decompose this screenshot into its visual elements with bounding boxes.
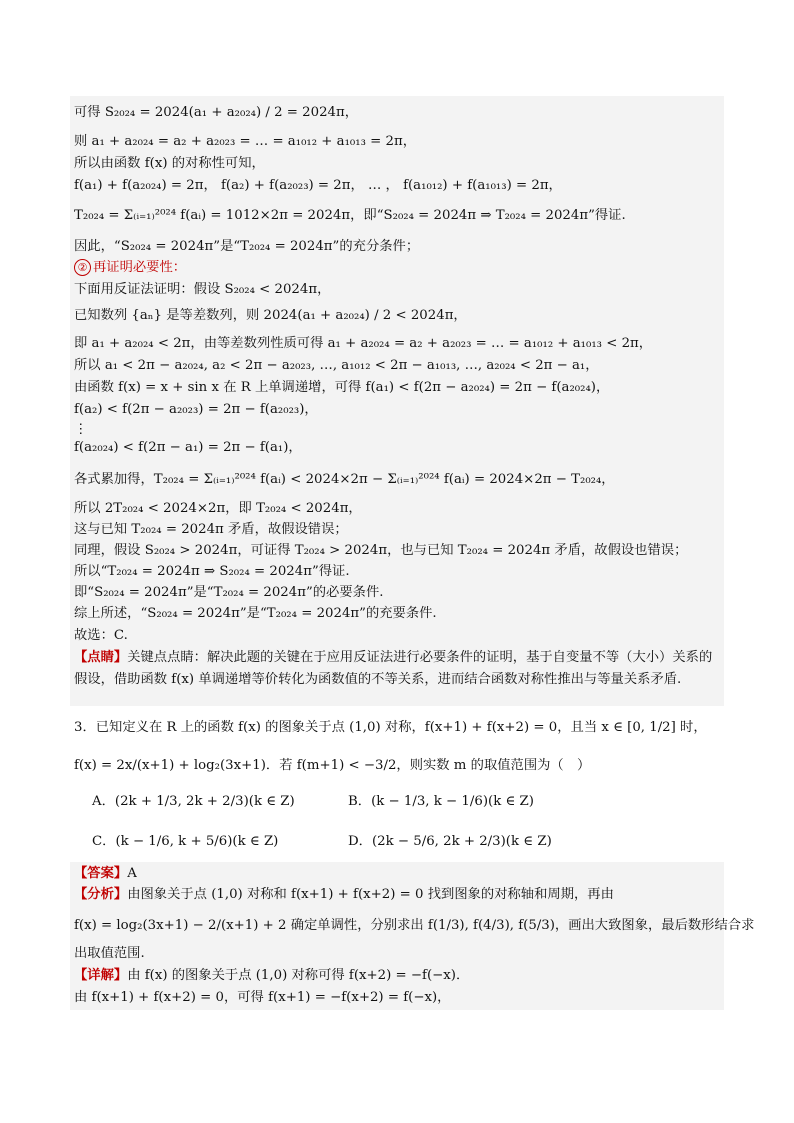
text-line: 即 a₁ + a₂₀₂₄ < 2π，由等差数列性质可得 a₁ + a₂₀₂₄ = a₂ + a₂₀₂₃ = … = a₁₀₁₂ + a₁₀₁₃ < 2π， <box>74 336 653 351</box>
answer-value: A <box>127 866 137 881</box>
option-d: D．(2k − 5/6, 2k + 2/3)(k ∈ Z) <box>348 834 552 849</box>
text-line: 同理，假设 S₂₀₂₄ > 2024π，可证得 T₂₀₂₄ > 2024π，也与已知 T₂₀₂₄ = 2024π 矛盾，故假设也错误； <box>74 543 688 558</box>
text-line: 由函数 f(x) = x + sin x 在 R 上单调递增，可得 f(a₁) < f(2π − a₂₀₂₄) = 2π − f(a₂₀₂₄)， <box>74 380 610 395</box>
key-point-text: 关键点点睛：解决此题的关键在于应用反证法进行必要条件的证明，基于自变量不等（大小）关系的假设，借助函数 f(x) 单调递增等价转化为函数值的不等关系，进而结合函数对称性推出与等量关系矛盾. <box>74 650 713 687</box>
option-a: A．(2k + 1/3, 2k + 2/3)(k ∈ Z) <box>92 794 295 809</box>
text-line: 则 a₁ + a₂₀₂₄ = a₂ + a₂₀₂₃ = … = a₁₀₁₂ + a₁₀₁₃ = 2π， <box>74 134 416 149</box>
key-point-tag: 【点睛】 <box>74 650 128 665</box>
section-heading-text: 再证明必要性： <box>93 260 187 275</box>
detail-text1: 由 f(x) 的图象关于点 (1,0) 对称可得 f(x+2) = −f(−x)． <box>127 968 470 983</box>
option-b: B．(k − 1/3, k − 1/6)(k ∈ Z) <box>348 794 534 809</box>
analysis-line3: 出取值范围. <box>74 946 145 961</box>
text-line: 下面用反证法证明：假设 S₂₀₂₄ < 2024π， <box>74 282 331 297</box>
text-line: f(a₁) + f(a₂₀₂₄) = 2π， f(a₂) + f(a₂₀₂₃) = 2π， … ， f(a₁₀₁₂) + f(a₁₀₁₃) = 2π， <box>74 178 562 193</box>
key-point-note <box>74 647 724 691</box>
text-line: 这与已知 T₂₀₂₄ = 2024π 矛盾，故假设错误； <box>74 522 348 537</box>
text-line: 可得 S₂₀₂₄ = 2024(a₁ + a₂₀₂₄) / 2 = 2024π， <box>74 105 359 120</box>
detail-line2: 由 f(x+1) + f(x+2) = 0，可得 f(x+1) = −f(x+2) = f(−x)， <box>74 990 451 1005</box>
text-line: f(a₂₀₂₄) < f(2π − a₁) = 2π − f(a₁)， <box>74 440 302 455</box>
text-line: 各式累加得，T₂₀₂₄ = Σ₍ᵢ₌₁₎²⁰²⁴ f(aᵢ) < 2024×2π − Σ₍ᵢ₌₁₎²⁰²⁴ f(aᵢ) = 2024×2π − T₂₀₂₄， <box>74 472 615 487</box>
analysis-text1: 由图象关于点 (1,0) 对称和 f(x+1) + f(x+2) = 0 找到图象的对称轴和周期，再由 <box>127 887 614 902</box>
text-line: 因此，“S₂₀₂₄ = 2024π”是“T₂₀₂₄ = 2024π”的充分条件； <box>74 239 420 254</box>
answer-tag: 【答案】 <box>74 866 128 881</box>
text-line: 综上所述，“S₂₀₂₄ = 2024π”是“T₂₀₂₄ = 2024π”的充要条件. <box>74 606 437 621</box>
answer-line <box>74 864 724 884</box>
analysis-line1 <box>74 885 724 905</box>
text-line: T₂₀₂₄ = Σ₍ᵢ₌₁₎²⁰²⁴ f(aᵢ) = 1012×2π = 2024π，即“S₂₀₂₄ = 2024π ⇒ T₂₀₂₄ = 2024π”得证. <box>74 208 626 223</box>
text-line: 已知数列 {aₙ} 是等差数列，则 2024(a₁ + a₂₀₂₄) / 2 < 2024π， <box>74 308 467 323</box>
detail-line1 <box>74 966 724 986</box>
section-heading <box>74 258 724 278</box>
text-line: 所以由函数 f(x) 的对称性可知， <box>74 156 265 171</box>
option-c: C．(k − 1/6, k + 5/6)(k ∈ Z) <box>92 834 279 849</box>
text-line: 所以 2T₂₀₂₄ < 2024×2π，即 T₂₀₂₄ < 2024π， <box>74 501 362 516</box>
text-line: ⋮ <box>74 422 88 437</box>
text-line: 故选：C. <box>74 628 128 643</box>
question-3-stem-line1: 3．已知定义在 R 上的函数 f(x) 的图象关于点 (1,0) 对称，f(x+1) + f(x+2) = 0，且当 x ∈ [0, 1/2] 时， <box>74 720 707 735</box>
text-line: 所以 a₁ < 2π − a₂₀₂₄, a₂ < 2π − a₂₀₂₃, …, a₁₀₁₂ < 2π − a₁₀₁₃, …, a₂₀₂₄ < 2π − a₁， <box>74 358 599 373</box>
text-line: f(a₂) < f(2π − a₂₀₂₃) = 2π − f(a₂₀₂₃)， <box>74 402 318 417</box>
analysis-tag: 【分析】 <box>74 887 128 902</box>
text-line: 所以“T₂₀₂₄ = 2024π ⇒ S₂₀₂₄ = 2024π”得证. <box>74 564 350 579</box>
circled-number: ② <box>74 259 91 276</box>
text-line: 即“S₂₀₂₄ = 2024π”是“T₂₀₂₄ = 2024π”的必要条件. <box>74 585 384 600</box>
detail-tag: 【详解】 <box>74 968 128 983</box>
analysis-line2: f(x) = log₂(3x+1) − 2/(x+1) + 2 确定单调性，分别求出 f(1/3), f(4/3), f(5/3)，画出大致图象，最后数形结合求 <box>74 918 755 933</box>
question-3-stem-line2: f(x) = 2x/(x+1) + log₂(3x+1)．若 f(m+1) < −3/2，则实数 m 的取值范围为（ ） <box>74 758 591 773</box>
